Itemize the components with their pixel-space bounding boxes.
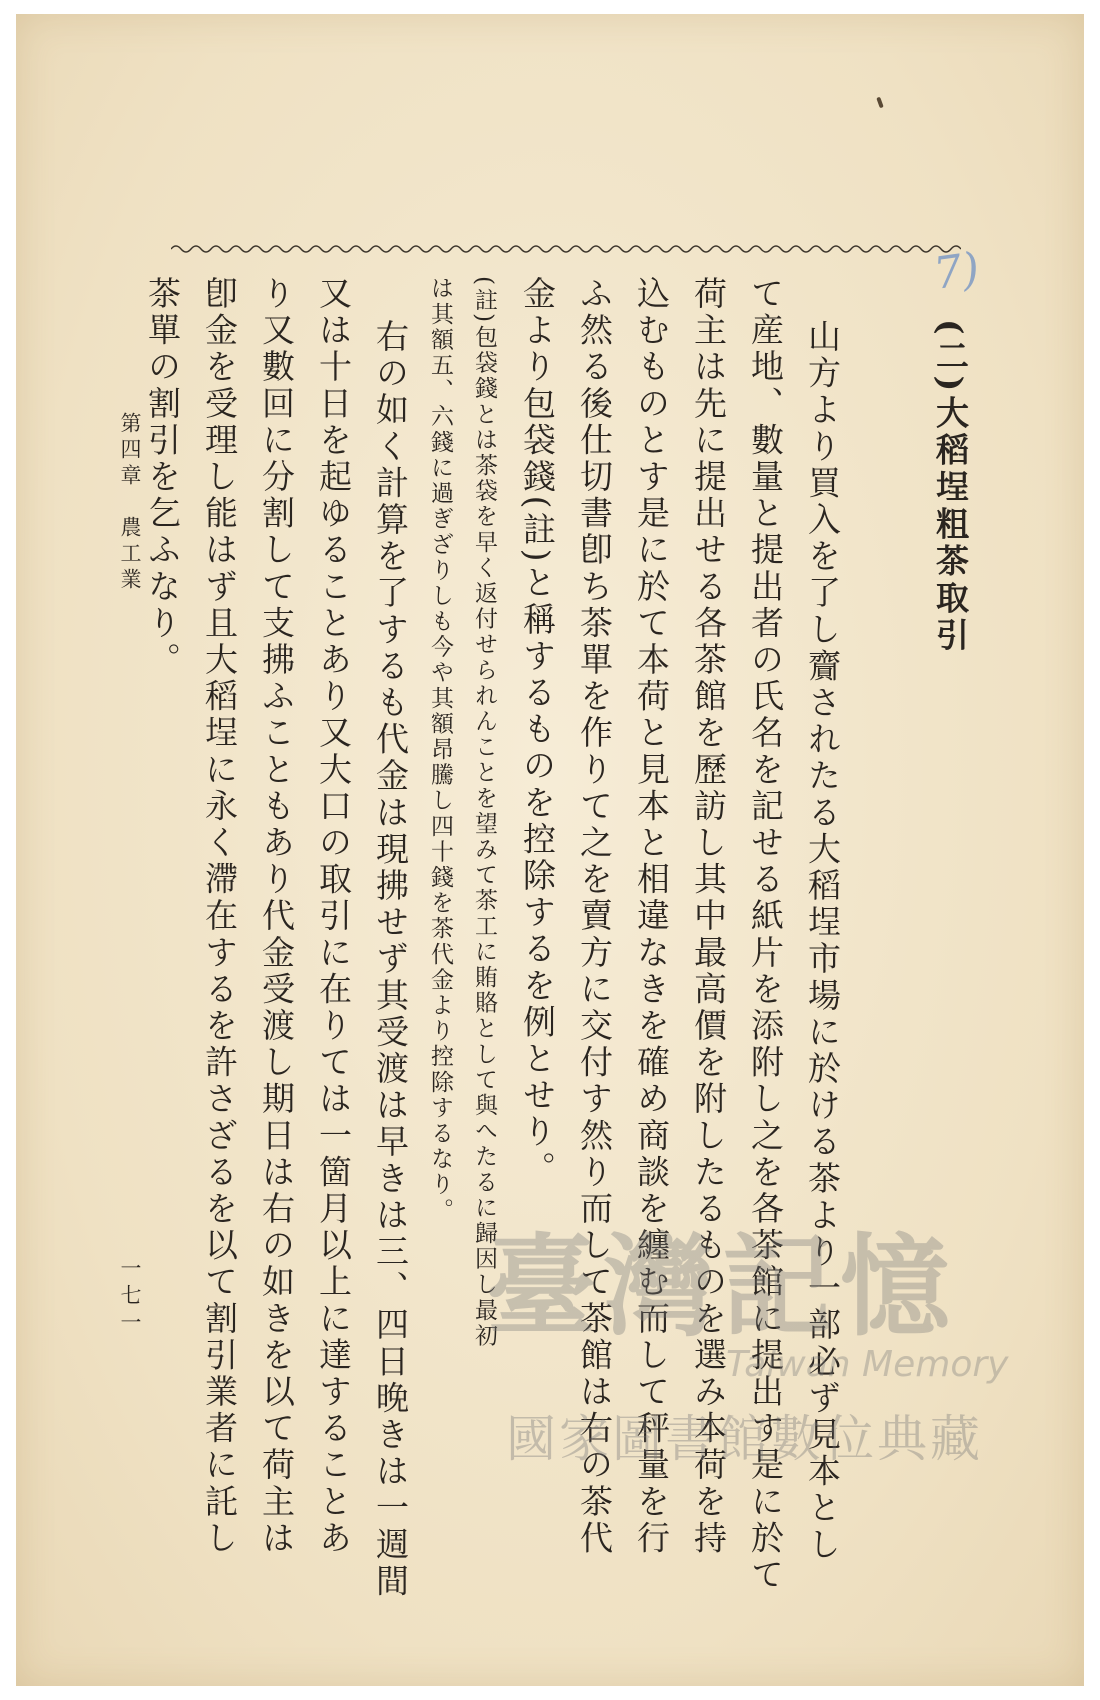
- body-column-10: 卽金を受理し能はず且大稻埕に永く滯在するを許さざるを以て割引業者に託し: [200, 276, 239, 1557]
- body-column-3: 荷主は先に提出せる各茶館を歷訪し其中最高價を附したるものを選み本荷を持: [689, 276, 728, 1557]
- body-column-5: ふ然る後仕切書卽ち茶單を作りて之を賣方に交付す然り而して茶館は右の茶代: [575, 276, 614, 1557]
- watermark-english: Taiwan Memory: [726, 1344, 1009, 1385]
- page-number: 一七一: [118, 1257, 142, 1338]
- wavy-rule-divider: [171, 242, 961, 256]
- body-column-8: 又は十日を起ゆることあり又大口の取引に在りては一箇月以上に達することあ: [314, 276, 353, 1557]
- body-column-1: 山方より買入を了し齎されたる大稻埕市場に於ける茶より一部必ず見本とし: [803, 319, 842, 1564]
- footnote-column-2: は其額五、六錢に過ぎざりしも今や其額昂騰し四十錢を茶代金より控除するなり。: [427, 276, 453, 1224]
- book-page: [16, 14, 1084, 1686]
- body-column-9: り又數回に分割して支拂ふこともあり代金受渡し期日は右の如きを以て荷主は: [257, 276, 296, 1557]
- body-column-6: 金より包袋錢(註)と稱するものを控除するを例とせり。: [518, 276, 557, 1188]
- watermark-title: 臺灣記憶: [486, 1222, 958, 1351]
- watermark-institution: 國家圖書館數位典藏: [506, 1410, 983, 1468]
- ink-speck: [876, 97, 884, 109]
- body-column-2: て産地、數量と提出者の氏名を記せる紙片を添附し之を各茶館に提出す是に於て: [746, 276, 785, 1594]
- section-heading: (二)大稻埕粗茶取引: [931, 319, 970, 655]
- running-head: 第四章 農工業: [118, 412, 142, 594]
- handwritten-page-mark: 7): [930, 243, 983, 300]
- body-column-7: 右の如く計算を了するも代金は現拂せず其受渡は早きは三、四日晚きは一週間: [371, 319, 410, 1600]
- footnote-column-1: (註)包袋錢とは茶袋を早く返付せられんことを望みて茶工に賄賂として與へたるに歸因し最初: [471, 276, 497, 1349]
- body-column-4: 込むものとす是に於て本荷と見本と相違なきを確め商談を纏む而して秤量を行: [632, 276, 671, 1557]
- body-column-11: 茶單の割引を乞ふなり。: [143, 276, 182, 679]
